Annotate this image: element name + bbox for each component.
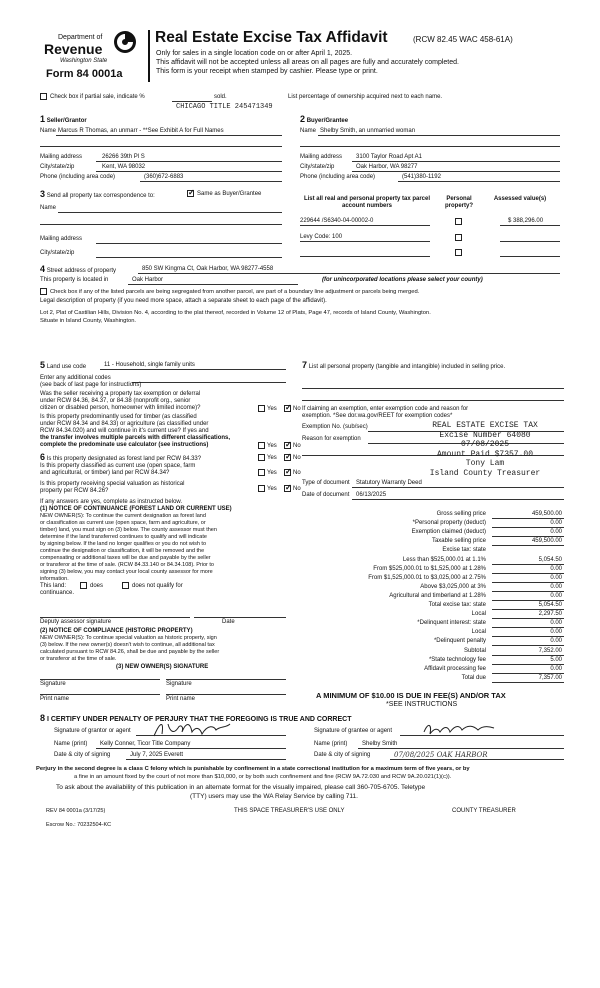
deputy-signature-label: Deputy assessor signature	[40, 619, 112, 625]
historic-q-line1: Is this property receiving special valuation as historical	[40, 481, 185, 487]
calc-row-value[interactable]: 0.00	[550, 574, 562, 581]
minimum-due-notice: A MINIMUM OF $10.00 IS DUE IN FEE(S) AND/OR TAX	[316, 691, 506, 700]
tax-calculation-table	[300, 510, 564, 685]
date-document-line	[352, 499, 564, 500]
rcw-reference: (RCW 82.45 WAC 458-61A)	[413, 35, 513, 44]
calc-row-label: Local	[471, 629, 486, 636]
header-note-1: Only for sales in a single location code on or after April 1, 2025.	[156, 50, 353, 57]
assessed-line-3	[500, 256, 560, 257]
does-not-qualify-checkbox[interactable]	[122, 582, 129, 589]
partial-pct-line	[172, 101, 212, 102]
sec3-name-label: Name	[40, 205, 57, 211]
calc-row-label: *Personal property (deduct)	[412, 520, 486, 527]
calc-row-value[interactable]: 459,500.00	[531, 511, 562, 517]
notice-continuance-line: compensating or additional taxes will be due and payable by the seller	[40, 555, 211, 561]
parcel-line-2	[300, 241, 430, 242]
seller-city-label: City/state/zip	[40, 164, 75, 170]
unincorporated-note: (for unincorporated locations please select your county)	[322, 277, 483, 283]
type-document-line	[352, 487, 564, 488]
grantor-date[interactable]: July 7, 2025 Everett	[130, 752, 184, 758]
calc-row-label: Taxable selling price	[431, 538, 486, 545]
calc-row	[300, 647, 564, 656]
buyer-city-label: City/state/zip	[300, 164, 335, 170]
see-instructions-note: *SEE INSTRUCTIONS	[386, 701, 458, 708]
buyer-phone-label: Phone (including area code)	[300, 174, 376, 180]
current-use-yes-checkbox[interactable]	[258, 469, 265, 476]
calc-row-value[interactable]: 0.00	[550, 638, 562, 645]
notice-compliance-line: (3) below. If the new owner(s) doesn't wish to continue, all additional tax	[40, 642, 215, 648]
grantee-signature[interactable]	[420, 720, 500, 738]
treasurer-stamp	[410, 421, 560, 479]
calc-row	[300, 674, 564, 683]
calc-row	[300, 656, 564, 665]
forest-yes-checkbox[interactable]	[258, 454, 265, 461]
seller-blank-line	[40, 146, 282, 147]
calc-row-label: Local	[471, 611, 486, 618]
buyer-blank-line	[300, 146, 560, 147]
calc-row-label: Above $3,025,000 at 3%	[420, 583, 486, 590]
deputy-date-label: Date	[222, 619, 235, 625]
land-use-code[interactable]: 11 - Household, single family units	[104, 362, 195, 368]
calc-row-value[interactable]: 0.00	[550, 665, 562, 672]
exemption-q-line1: Was the seller receiving a property tax exemption or deferral	[40, 391, 201, 397]
calc-row-value[interactable]: 0.00	[550, 620, 562, 627]
calc-row	[300, 565, 564, 574]
deputy-date-line	[194, 617, 286, 618]
sec3-mailing-line	[96, 243, 282, 244]
calc-row-label: Less than $525,000.01 at 1.1%	[402, 556, 486, 563]
grantor-signature-label: Signature of grantor or agent	[54, 728, 131, 734]
personal-property-header: Personal property?	[444, 196, 473, 209]
buyer-mailing[interactable]: 3100 Taylor Road Apt A1	[356, 154, 422, 160]
located-in-label: This property is located in	[40, 277, 109, 283]
new-owner-signature-heading: (3) NEW OWNER(S) SIGNATURE	[116, 664, 209, 670]
exemption-no-label: Exemption No. (sub/sec)	[302, 424, 368, 430]
sec3-name-line	[58, 212, 282, 213]
deputy-sig-line	[40, 617, 190, 618]
same-as-buyer-label: Same as Buyer/Grantee	[197, 191, 262, 197]
calc-row-label: Excise tax: state	[442, 547, 486, 554]
revenue-logo-text: Revenue	[44, 41, 103, 57]
calc-row	[300, 592, 564, 601]
stamp-line-5: Tony Lam	[465, 459, 505, 469]
calc-row	[300, 537, 564, 546]
calc-row-value[interactable]: 7,357.00	[538, 674, 562, 681]
new-owner-sig-line-2	[166, 679, 286, 680]
buyer-name-line	[318, 135, 560, 136]
notice-continuance-line: continue the designation or classification, it will be removed and the	[40, 548, 205, 554]
calc-row-value[interactable]: 0.00	[550, 565, 562, 572]
forest-no-label: No	[293, 455, 301, 461]
notice-compliance-line: or transferor at the time of sale.	[40, 656, 117, 662]
calc-row	[300, 510, 564, 519]
calc-row-value[interactable]: 0.00	[550, 529, 562, 536]
notice-compliance-line: NEW OWNER(S): To continue special valuation as historic property, sign	[40, 635, 217, 641]
current-use-no-label: No	[293, 470, 301, 476]
notice-continuance-line: or classification as current use (open space, farm and agriculture, or	[40, 520, 206, 526]
grantee-date-label: Date & city of signing	[314, 752, 371, 758]
notice-compliance-heading: (2) NOTICE OF COMPLIANCE (HISTORIC PROPERTY)	[40, 628, 193, 634]
assessed-line-2	[500, 241, 560, 242]
personal-property-checkbox-1[interactable]	[455, 218, 462, 225]
calc-row-line	[492, 682, 564, 683]
timber-no-checkbox[interactable]	[284, 442, 291, 449]
seller-mailing-line	[96, 161, 282, 162]
partial-sale-checkbox[interactable]	[40, 93, 47, 100]
seller-name-line	[56, 135, 282, 136]
calc-row-value[interactable]: 5.00	[550, 656, 562, 663]
signature-label-2: Signature	[166, 681, 192, 687]
stamp-line-2: Excise Number 64080	[439, 430, 531, 440]
boundary-checkbox[interactable]	[40, 288, 47, 295]
located-in-line	[128, 284, 298, 285]
calc-row-label: Gross selling price	[436, 511, 486, 517]
date-document-label: Date of document	[302, 492, 350, 498]
personal-prop-line-2	[302, 400, 564, 401]
historic-yes-label: Yes	[267, 486, 277, 492]
grantor-date-label: Date & city of signing	[54, 752, 111, 758]
does-qualify-checkbox[interactable]	[80, 582, 87, 589]
sec3-city-line	[96, 257, 282, 258]
exemption-no-checkbox[interactable]	[284, 405, 291, 412]
timber-q-line5: complete the predominate use calculator (see instructions)	[40, 442, 209, 448]
buyer-phone-line	[398, 181, 560, 182]
form-number: Form 84 0001a	[46, 68, 123, 80]
dor-logo-icon	[113, 30, 137, 54]
parcel-table-header: List all real and personal property tax parcel account numbers	[303, 196, 431, 209]
assessed-value[interactable]: $ 388,296.00	[508, 218, 544, 224]
alternate-format-line-2: (TTY) users may use the WA Relay Service by calling 711.	[190, 793, 358, 800]
header-note-2: This affidavit will not be accepted unless all areas on all pages are fully and accurately completed.	[156, 59, 459, 66]
calc-row-label: Total due	[461, 674, 486, 681]
dept-label: Department of	[58, 34, 103, 41]
signature-label-1: Signature	[40, 681, 66, 687]
section-3-heading: 3 Send all property tax correspondence to:	[40, 189, 155, 199]
additional-codes-line	[132, 382, 286, 383]
grantee-name-label: Name (print)	[314, 741, 348, 747]
calc-row	[300, 619, 564, 628]
type-document[interactable]: Statutory Warranty Deed	[356, 480, 422, 486]
print-name-label-2: Print name	[166, 696, 196, 702]
print-name-line-2	[166, 694, 286, 695]
seller-name[interactable]: Marcus R Thomas, an unmarr - **See Exhibit A for Full Names	[58, 128, 224, 134]
timber-yes-checkbox[interactable]	[258, 442, 265, 449]
calc-row-label: *Delinquent penalty	[433, 638, 486, 645]
assessed-value-header: Assessed value(s)	[493, 196, 547, 202]
sec3-mailing-label: Mailing address	[40, 236, 83, 242]
notice-continuance-line: determine if the land transferred continues to qualify and will indicate	[40, 534, 207, 540]
historic-yes-checkbox[interactable]	[258, 485, 265, 492]
date-document[interactable]: 06/13/2025	[356, 492, 387, 498]
personal-prop-line-1	[302, 388, 564, 389]
notice-continuance-body	[40, 513, 290, 583]
form-title: Real Estate Excise Tax Affidavit	[155, 29, 388, 46]
exemption-codes-label: exemption. *See dor.wa.gov/REET for exemption codes*	[302, 413, 453, 419]
calc-row	[300, 583, 564, 592]
calc-row-value[interactable]: 7,352.00	[538, 647, 562, 654]
alternate-format-line-1: To ask about the availability of this publication in an alternate format for the visually impaired, please call 360-705-6705. Teletype	[56, 784, 426, 791]
calc-row	[300, 665, 564, 674]
grantor-name[interactable]: Kelly Conner, Ticor Title Company	[100, 741, 191, 747]
grantee-signature-label: Signature of grantee or agent	[314, 728, 393, 734]
exemption-yes-checkbox[interactable]	[258, 405, 265, 412]
street-address[interactable]: 850 SW Kingma Ct, Oak Harbor, WA 98277-4558	[142, 266, 274, 272]
seller-mailing[interactable]: 26266 39th Pl S	[102, 154, 145, 160]
grantee-name-line	[358, 748, 564, 749]
sec3-blank-line-1	[40, 224, 282, 225]
buyer-name[interactable]: Shelby Smith, an unmarried woman	[320, 128, 416, 134]
section-5-heading: 5 Land use code	[40, 360, 87, 370]
levy-code-label: Levy Code: 100	[300, 234, 343, 240]
calc-row-label: *State technology fee	[428, 656, 486, 663]
calc-row	[300, 637, 564, 646]
notice-continuance-line: or transferor at the time of sale. (RCW 84.33.140 or 84.34.108). Prior to	[40, 562, 214, 568]
stamp-line-1: REAL ESTATE EXCISE TAX	[432, 421, 538, 430]
exemption-no-label: No	[293, 406, 301, 412]
additional-codes-label: Enter any additional codes	[40, 375, 111, 381]
forest-no-checkbox[interactable]	[284, 454, 291, 461]
calc-row-value[interactable]: 0.00	[550, 629, 562, 636]
exemption-q-line2: under RCW 84.36, 84.37, or 84.38 (nonprofit org., senior	[40, 398, 191, 404]
calc-row-label: Exemption claimed (deduct)	[411, 529, 486, 536]
historic-no-label: No	[293, 486, 301, 492]
parcel-number[interactable]: 229644 /S6340-04-00002-0	[300, 218, 374, 224]
calc-row-label: Subtotal	[463, 647, 486, 654]
grantor-date-line	[126, 759, 286, 760]
stamp-line-4: Amount Paid $7357.00	[436, 449, 533, 459]
current-use-q-line1: Is this property classified as current use (open space, farm	[40, 463, 196, 469]
notice-continuance-line: by signing below. If the land no longer qualifies or you do not wish to	[40, 541, 207, 547]
personal-property-checkbox-3[interactable]	[455, 249, 462, 256]
legal-description-2[interactable]: Situate in Island County, Washington.	[40, 318, 137, 324]
calc-row	[300, 556, 564, 565]
type-document-label: Type of document	[302, 480, 350, 486]
parcel-line-3	[300, 256, 430, 257]
calc-row-label: *Delinquent interest: state	[417, 620, 486, 627]
calc-row-value[interactable]: 5,054.50	[538, 556, 562, 563]
calc-row	[300, 610, 564, 619]
calc-row-label: Total excise tax: state	[428, 602, 486, 608]
calc-row	[300, 574, 564, 583]
calc-row-label: From $1,525,000.01 to $3,025,000 at 2.75%	[368, 574, 486, 581]
calc-row-value[interactable]: 5,054.50	[538, 602, 562, 608]
calc-row	[300, 519, 564, 528]
land-use-line	[100, 369, 286, 370]
grantee-name[interactable]: Shelby Smith	[362, 741, 398, 747]
exemption-q-line3: citizen or disabled person, homeowner with limited income)?	[40, 405, 201, 411]
grantor-name-label: Name (print)	[54, 741, 88, 747]
county-treasurer-label: COUNTY TREASURER	[452, 808, 516, 814]
notice-continuance-line: NEW OWNER(S): To continue the current designation as forest land	[40, 513, 206, 519]
section-6-heading: 6 Is this property designated as forest land per RCW 84.33?	[40, 452, 202, 462]
legal-description-1[interactable]: Lot 2, Plat of Castilian Hills, Division No. 4, according to the plat thereof, recorded in Volume 12 of Plats, Page 47, records of Island County, Washington.	[40, 310, 431, 316]
grantor-signature[interactable]	[150, 718, 240, 740]
state-label: Washington State	[60, 58, 108, 64]
calc-row-label: Agricultural and timberland at 1.28%	[389, 592, 486, 599]
calc-row	[300, 628, 564, 637]
this-land-label: This land:	[40, 583, 67, 589]
perjury-line-2: a fine in an amount fixed by the court of not more than $10,000, or by both such confinement and fine (RCW 9A.72.030 and RCW 9A.20.021(1)(c)).	[74, 774, 452, 780]
certify-statement: 8 I CERTIFY UNDER PENALTY OF PERJURY THAT THE FOREGOING IS TRUE AND CORRECT	[40, 713, 352, 723]
grantor-name-line	[96, 748, 286, 749]
print-name-line-1	[40, 694, 160, 695]
same-as-buyer-checkbox[interactable]	[187, 190, 194, 197]
stamp-line-6: Island County Treasurer	[429, 468, 541, 478]
calc-row	[300, 601, 564, 610]
section-2-heading: 2 Buyer/Grantee	[300, 114, 349, 124]
calc-row-value[interactable]: 459,500.00	[531, 538, 562, 545]
boundary-label: Check box if any of the listed parcels are being segregated from another parcel, are part of a boundary line adjustment or parcels being merged.	[50, 289, 420, 295]
seller-city[interactable]: Kent, WA 98032	[102, 164, 146, 170]
chicago-title-ref: CHICAGO TITLE 245471349	[176, 103, 273, 111]
buyer-city[interactable]: Oak Harbor, WA 98277	[356, 164, 418, 170]
buyer-city-line	[352, 171, 560, 172]
seller-phone-label: Phone (including area code)	[40, 174, 116, 180]
grantee-date[interactable]: 07/08/2025 OAK HARBOR	[394, 751, 488, 759]
forest-yes-label: Yes	[267, 455, 277, 461]
exemption-yes-label: Yes	[267, 406, 277, 412]
timber-yes-label: Yes	[267, 443, 277, 449]
section-4-heading: 4 Street address of property	[40, 264, 117, 274]
assessed-line-1	[500, 225, 560, 226]
parcel-line-1	[300, 225, 430, 226]
seller-name-label: Name	[40, 128, 57, 134]
timber-no-label: No	[293, 443, 301, 449]
sec3-city-label: City/state/zip	[40, 250, 75, 256]
notice-continuance-line: information.	[40, 576, 69, 582]
current-use-q-line2: and agricultural, or timber) land per RCW 84.34?	[40, 470, 170, 476]
buyer-mailing-line	[352, 161, 560, 162]
located-in-value[interactable]: Oak Harbor	[132, 277, 164, 283]
timber-q-line2: under RCW 84.34 and 84.33) or agriculture (as classified under	[40, 421, 209, 427]
current-use-yes-label: Yes	[267, 470, 277, 476]
buyer-name-label: Name	[300, 128, 317, 134]
calc-row	[300, 528, 564, 537]
seller-phone[interactable]: (360)672-6883	[144, 174, 184, 180]
see-back-note: (see back of last page for instructions)	[40, 382, 142, 388]
sold-label: sold.	[214, 94, 227, 100]
calc-row-label: Affidavit processing fee	[424, 665, 486, 672]
seller-phone-line	[140, 181, 282, 182]
notice-continuance-line: timber) land, you must sign on (3) below. The county assessor must then	[40, 527, 217, 533]
escrow-number: Escrow No.: 70232504-KC	[46, 822, 112, 828]
does-not-qualify-label: does not qualify for	[132, 583, 183, 589]
calc-row-label: From $525,000.01 to $1,525,000 at 1.28%	[373, 565, 486, 572]
notice-compliance-body	[40, 635, 290, 663]
calc-row-value[interactable]: 2,297.50	[538, 611, 562, 618]
notice-compliance-line: calculated pursuant to RCW 84.26, shall be due and payable by the seller	[40, 649, 220, 655]
if-any-yes-note: If any answers are yes, complete as instructed below.	[40, 499, 183, 505]
legal-description-label: Legal description of property (if you need more space, attach a separate sheet to each page of the affidavit).	[40, 298, 327, 304]
revision-label: REV 84 0001a (3/17/25)	[46, 808, 106, 814]
print-name-label-1: Print name	[40, 696, 70, 702]
new-owner-sig-line-1	[40, 679, 160, 680]
notice-continuance-heading: (1) NOTICE OF CONTINUANCE (FOREST LAND OR CURRENT USE)	[40, 506, 232, 512]
partial-sale-label: Check box if partial sale, indicate %	[50, 94, 145, 100]
buyer-mailing-label: Mailing address	[300, 154, 343, 160]
if-claiming-label: If claiming an exemption, enter exemption code and reason for	[302, 406, 469, 412]
header-divider	[148, 30, 150, 82]
grantee-date-line	[390, 759, 564, 760]
perjury-line-1: Perjury in the second degree is a class C felony which is punishable by confinement in a state correctional institution for a maximum term of five years, or by	[36, 766, 470, 772]
personal-property-checkbox-2[interactable]	[455, 234, 462, 241]
section-7-heading: 7 List all personal property (tangible and intangible) included in selling price.	[302, 360, 506, 370]
timber-q-line1: Is this property predominantly used for timber (as classified	[40, 414, 197, 420]
calc-row	[300, 546, 564, 555]
historic-no-checkbox[interactable]	[284, 485, 291, 492]
timber-q-line3: RCW 84.34.020) and will continue in it's current use? If yes and	[40, 428, 209, 434]
does-label: does	[90, 583, 104, 589]
section-1-heading: 1 Seller/Grantor	[40, 114, 87, 124]
treasurer-use-label: THIS SPACE TREASURER'S USE ONLY	[234, 808, 345, 814]
timber-q-line4: the transfer involves multiple parcels with different classifications,	[40, 435, 231, 441]
street-address-line	[138, 273, 560, 274]
stamp-line-3: 07/08/2025	[460, 440, 509, 450]
calc-row-value[interactable]: 0.00	[550, 583, 562, 590]
calc-row-value[interactable]: 0.00	[550, 592, 562, 599]
calc-row-value[interactable]: 0.00	[550, 520, 562, 527]
reason-label: Reason for exemption	[302, 436, 361, 442]
continuance-label: continuance.	[40, 590, 75, 596]
buyer-phone[interactable]: (541)380-1192	[402, 174, 441, 180]
current-use-no-checkbox[interactable]	[284, 469, 291, 476]
list-percentage-note: List percentage of ownership acquired next to each name.	[288, 94, 443, 100]
historic-q-line2: property per RCW 84.26?	[40, 488, 109, 494]
header-note-3: This form is your receipt when stamped by cashier. Please type or print.	[156, 68, 378, 75]
seller-city-line	[96, 171, 282, 172]
notice-continuance-line: signing (3) below, you may contact your local county assessor for more	[40, 569, 213, 575]
seller-mailing-label: Mailing address	[40, 154, 83, 160]
